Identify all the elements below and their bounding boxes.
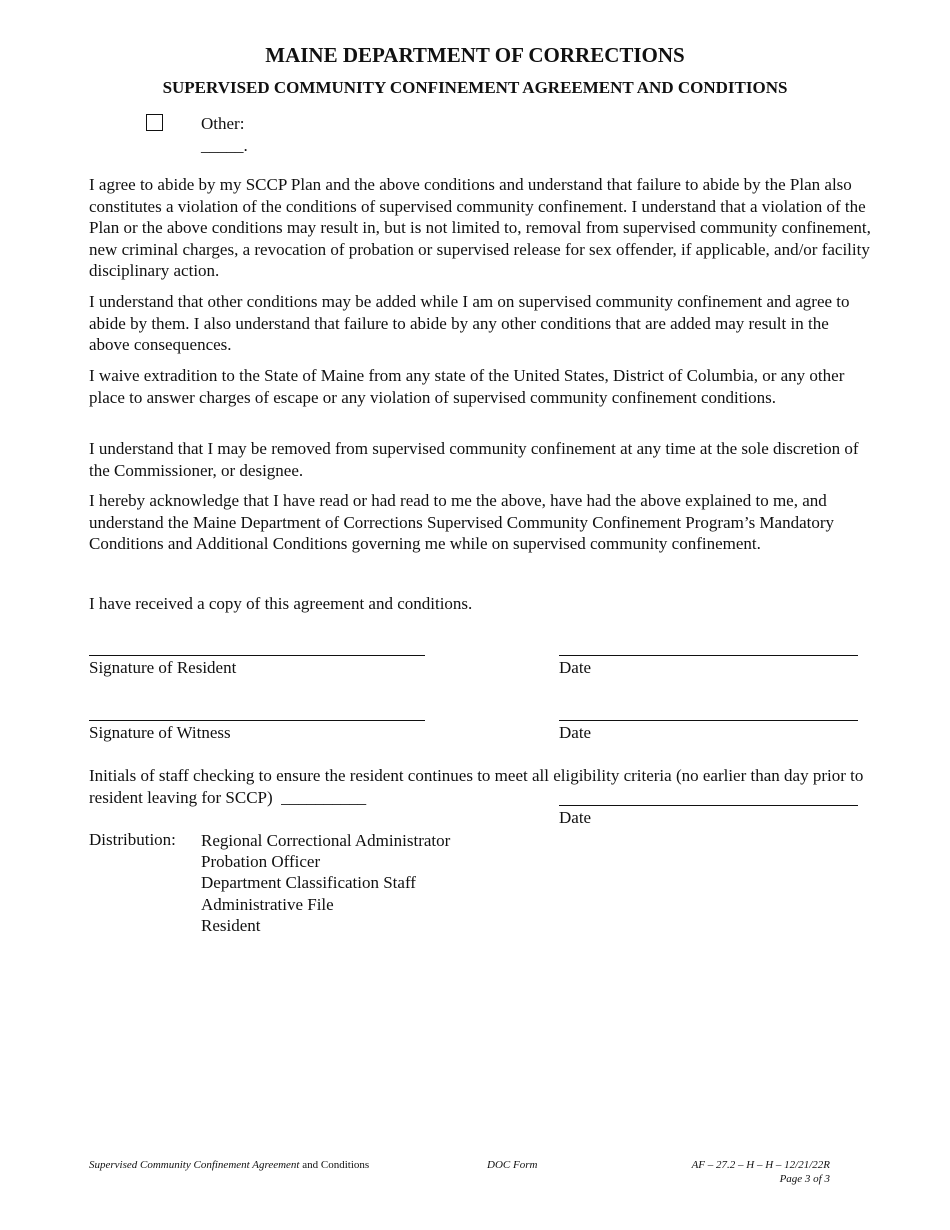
agreement-paragraph-4: I understand that I may be removed from supervised community confinement at any time at the sole discretion of the Commissioner, or designee. bbox=[89, 439, 859, 480]
initials-statement bbox=[89, 765, 871, 808]
initials-date-label: Date bbox=[559, 808, 592, 827]
resident-date-label: Date bbox=[559, 658, 592, 677]
agreement-paragraph-5: I hereby acknowledge that I have read or had read to me the above, have had the above explained to me, and understand the Maine Department of Corrections Supervised Community Confinement Program’s Mandatory Conditions and Additional Conditions governing me while on supervised community confinement. bbox=[89, 491, 835, 553]
distribution-item: Resident bbox=[201, 915, 261, 935]
footer-doc-form: DOC Form bbox=[487, 1159, 538, 1171]
resident-signature-label: Signature of Resident bbox=[89, 658, 237, 677]
document-subtitle: SUPERVISED COMMUNITY CONFINEMENT AGREEMENT AND CONDITIONS bbox=[162, 78, 788, 97]
footer-form-code: AF – 27.2 – H – H – 12/21/22R bbox=[691, 1159, 830, 1171]
distribution-item: Administrative File bbox=[201, 894, 334, 914]
received-copy-statement: I have received a copy of this agreement and conditions. bbox=[89, 594, 473, 613]
agreement-paragraph-2: I understand that other conditions may be added while I am on supervised community confinement and agree to abide by them. I also understand that failure to abide by any other conditions that are added may result in the above consequences. bbox=[89, 292, 850, 354]
resident-signature-line[interactable] bbox=[89, 655, 425, 656]
footer-form-title bbox=[89, 1159, 369, 1171]
other-label: Other: bbox=[201, 114, 245, 133]
agreement-paragraph-3: I waive extradition to the State of Maine from any state of the United States, District of Columbia, or any other place to answer charges of escape or any violation of supervised community confinement conditions. bbox=[89, 366, 845, 407]
witness-signature-label: Signature of Witness bbox=[89, 723, 231, 742]
footer-form-title-regular: and Conditions bbox=[299, 1159, 370, 1171]
initials-blank[interactable]: __________ bbox=[281, 787, 367, 807]
witness-date-label: Date bbox=[559, 723, 592, 742]
witness-date-line[interactable] bbox=[559, 720, 858, 721]
initials-text: Initials of staff checking to ensure the resident continues to meet all eligibility criteria (no earlier than day prior to resident leaving for SCCP) bbox=[89, 766, 864, 807]
resident-date-line[interactable] bbox=[559, 655, 858, 656]
distribution-item: Department Classification Staff bbox=[201, 873, 416, 893]
distribution-item: Probation Officer bbox=[201, 852, 321, 872]
footer-page-number: Page 3 of 3 bbox=[779, 1173, 830, 1185]
distribution-list bbox=[201, 830, 450, 936]
distribution-label: Distribution: bbox=[89, 830, 176, 849]
other-blank[interactable]: _____. bbox=[201, 136, 248, 155]
initials-date-line[interactable] bbox=[559, 805, 858, 806]
other-checkbox[interactable] bbox=[146, 114, 163, 131]
footer-form-title-italic: Supervised Community Confinement Agreement bbox=[89, 1159, 300, 1171]
witness-signature-line[interactable] bbox=[89, 720, 425, 721]
document-title: MAINE DEPARTMENT OF CORRECTIONS bbox=[265, 43, 685, 67]
distribution-item: Regional Correctional Administrator bbox=[201, 831, 451, 850]
agreement-paragraph-1: I agree to abide by my SCCP Plan and the above conditions and understand that failure to abide by the Plan also constitutes a violation of the conditions of supervised community confinement. I understand that a violation of the Plan or the above conditions may result in, but is not limited to, removal from supervised community confinement, new criminal charges, a revocation of probation or supervised release for sex offender, if applicable, and/or facility disciplinary action. bbox=[89, 175, 871, 280]
